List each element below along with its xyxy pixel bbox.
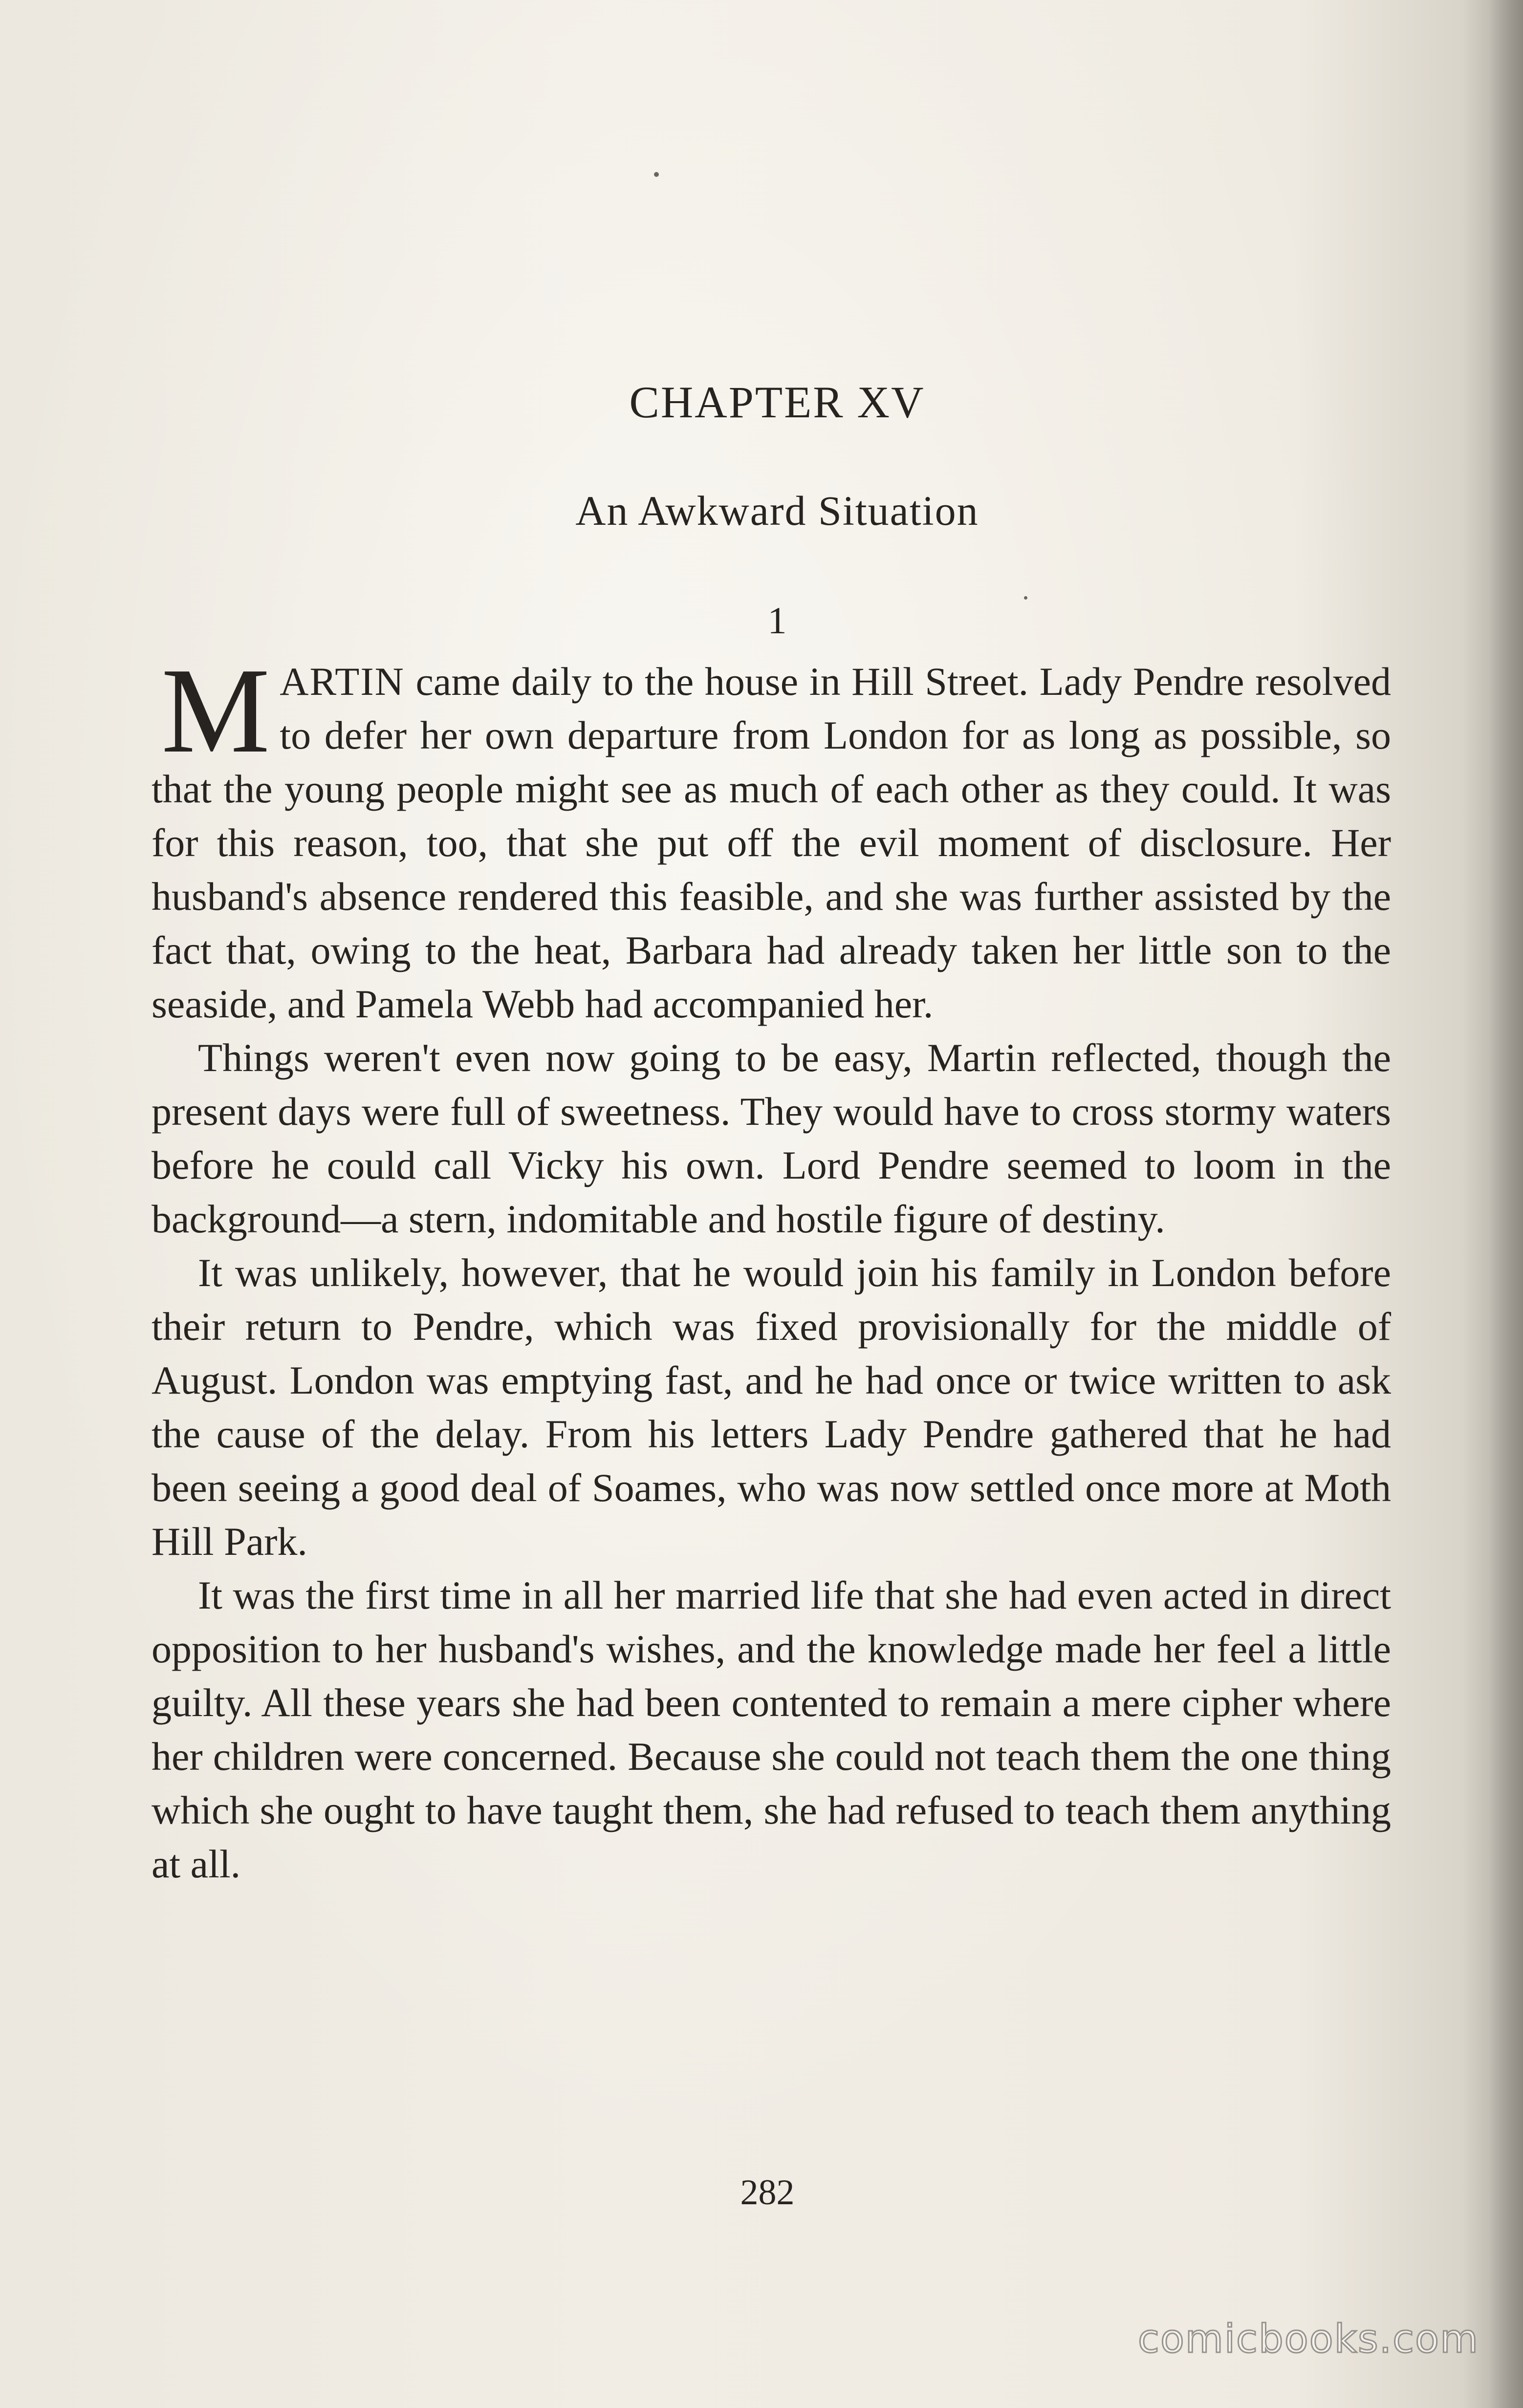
- paragraph-1: [152, 643, 1391, 1031]
- chapter-subtitle: An Awkward Situation: [575, 487, 979, 534]
- chapter-title: CHAPTER XV: [629, 377, 925, 427]
- lead-caps: ARTIN: [280, 659, 405, 704]
- paragraph-4: It was the first time in all her married life that she had even acted in direct opposition to her husband's wishes, and the knowledge made her feel a little guilty. All these years she had been contented to remain a mere cipher where her children were concerned. Because she could not teach them the one thing which she ought to have taught them, she had refused to teach them anything at all.: [152, 1573, 1391, 1886]
- page-edge-shadow: [1489, 0, 1523, 2408]
- paper-speck: [654, 172, 659, 177]
- page-number: 282: [740, 2172, 795, 2213]
- chapter-body: [152, 643, 1391, 1891]
- paragraph-1-text: came daily to the house in Hill Street. Lady Pendre resolved to defer her own departure from London for as long as possible, so that the young people might see as much of each other as they could. It was for this reason, too, that she put off the evil moment of disclosure. Her husband's absence rendered this feasible, and she was further assisted by the fact that, owing to the heat, Barbara had already taken her little son to the seaside, and Pamela Webb had accompanied her.: [152, 659, 1391, 1026]
- paragraph-3: It was unlikely, however, that he would join his family in London before their return to Pendre, which was fixed provisionally for the middle of August. London was emptying fast, and he had once or twice written to ask the cause of the delay. From his letters Lady Pendre gathered that he had been seeing a good deal of Soames, who was now settled once more at Moth Hill Park.: [152, 1250, 1391, 1564]
- watermark: comicbooks.com: [1137, 2316, 1479, 2362]
- paragraph-2: Things weren't even now going to be easy, Martin reflected, though the present days were full of sweetness. They would have to cross stormy waters before he could call Vicky his own. Lord Pendre seemed to loom in the background—a stern, indomitable and hostile figure of destiny.: [152, 1035, 1391, 1241]
- section-number: 1: [767, 599, 787, 642]
- drop-cap: M: [161, 643, 270, 778]
